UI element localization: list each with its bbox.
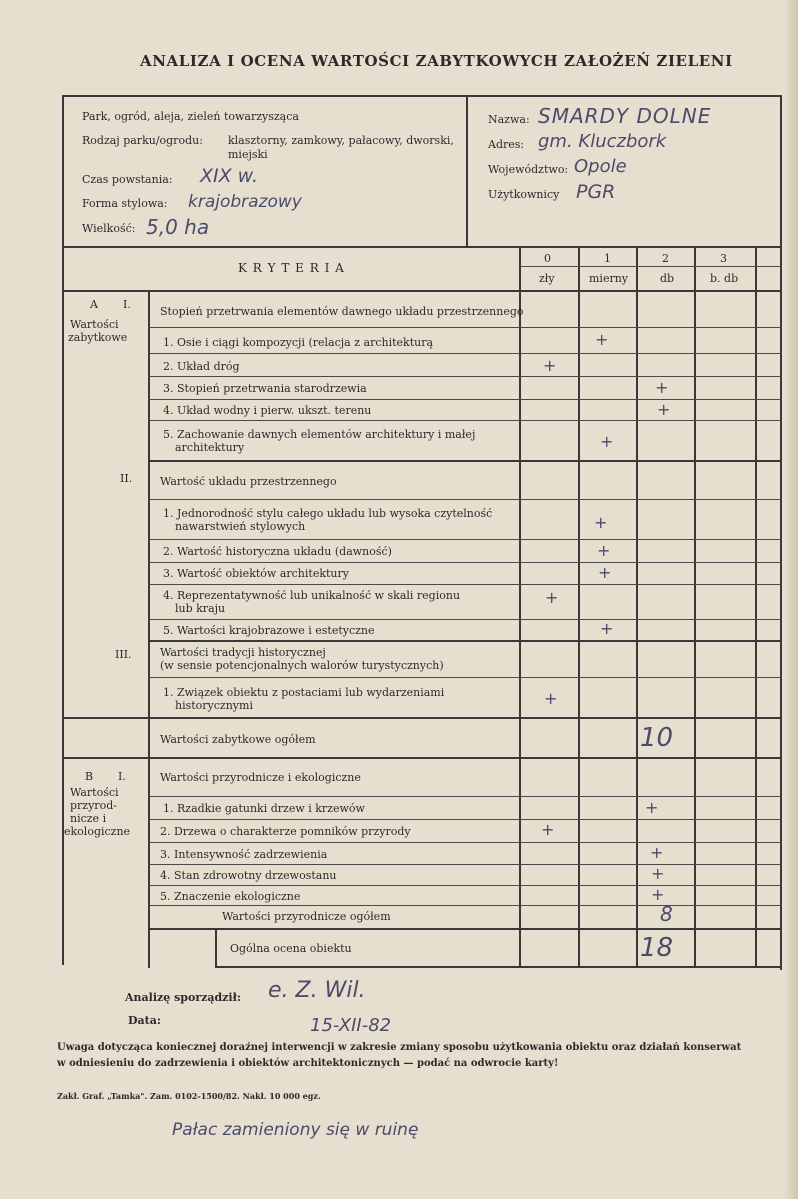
print-info: Zakł. Graf. „Tamka". Zam. 0102-1500/82. Nakł. 10 000 egz.: [57, 1091, 321, 1101]
forma-label: Forma stylowa:: [82, 197, 168, 210]
row-line: [148, 376, 782, 377]
g3-title-bottom: [148, 677, 782, 678]
section-a-roman-3: III.: [115, 648, 132, 661]
mark-b-2: +: [541, 820, 555, 839]
col-line-0: [519, 247, 521, 967]
section-a-side-1: Wartości: [70, 318, 119, 331]
mark-a1-4: +: [657, 400, 671, 419]
mark-a2-5: +: [600, 619, 614, 638]
scale-num-1: 1: [604, 252, 611, 265]
section-b-roman: I.: [118, 770, 126, 783]
czas-label: Czas powstania:: [82, 173, 173, 186]
uwaga-line-2: w odniesieniu do zadrzewienia i obiektów architektonicznych — podać na odwrocie karty!: [57, 1058, 559, 1069]
g1-item-4: 4. Układ wodny i pierw. ukszt. terenu: [163, 404, 372, 417]
forma-value: krajobrazowy: [188, 192, 302, 212]
g2-item-4b: lub kraju: [175, 602, 226, 615]
row-line: [148, 905, 782, 906]
rodzaj-options: klasztorny, zamkowy, pałacowy, dworski,: [228, 134, 454, 147]
czas-value: XIX w.: [200, 165, 259, 187]
mark-b-3: +: [650, 843, 664, 862]
g2-title-bottom: [148, 499, 782, 500]
row-line: [148, 420, 782, 421]
frame-top: [62, 95, 782, 97]
b-item-2: 2. Drzewa o charakterze pomników przyrody: [160, 825, 411, 838]
mark-a1-5: +: [600, 432, 614, 451]
a-total-bottom: [62, 757, 782, 759]
group3-title-1: Wartości tradycji historycznej: [160, 646, 326, 659]
col-line-1: [578, 247, 580, 967]
row-line: [148, 619, 782, 620]
b-title-bottom: [148, 796, 782, 797]
scale-label-1: mierny: [589, 272, 629, 285]
section-b-letter: B: [85, 770, 94, 783]
b-item-3: 3. Intensywność zadrzewienia: [160, 848, 328, 861]
a-total-value: 10: [640, 723, 674, 753]
data-value: 15-XII-82: [310, 1015, 392, 1036]
b-item-4: 4. Stan zdrowotny drzewostanu: [160, 869, 337, 882]
nazwa-label: Nazwa:: [488, 113, 530, 126]
overall-bottom: [215, 966, 782, 968]
a-total-label: Wartości zabytkowe ogółem: [160, 733, 316, 746]
uzyt-value: PGR: [576, 181, 616, 203]
overall-label: Ogólna ocena obiektu: [230, 942, 352, 955]
criteria-header-bottom: [62, 290, 782, 292]
paper-edge: [784, 0, 798, 1199]
row-line: [148, 539, 782, 540]
g1-title-bottom: [148, 327, 782, 328]
overall-value: 18: [640, 933, 674, 963]
g1-bottom: [148, 460, 782, 462]
row-line: [148, 842, 782, 843]
b-total-bottom: [148, 928, 782, 930]
category-column-line: [148, 290, 150, 968]
g3-item-1: 1. Związek obiektu z postaciami lub wydarzeniami: [163, 686, 445, 699]
section-a-letter: A: [90, 298, 98, 311]
g2-bottom: [148, 640, 782, 642]
group2-title: Wartość układu przestrzennego: [160, 475, 337, 488]
section-b-side-4: ekologiczne: [64, 825, 131, 838]
scale-num-0: 0: [544, 252, 551, 265]
uzyt-label: Użytkownicy: [488, 188, 560, 201]
g3-item-1b: historycznymi: [175, 699, 253, 712]
group3-title-2: (w sensie potencjonalnych walorów turystycznych): [160, 659, 444, 672]
group1-title: Stopień przetrwania elementów dawnego układu przestrzennego: [160, 305, 524, 318]
scale-num-2: 2: [662, 252, 669, 265]
frame-right: [780, 95, 782, 970]
page-title: ANALIZA I OCENA WARTOŚCI ZABYTKOWYCH ZAŁOŻEŃ ZIELENI: [140, 52, 733, 70]
col-line-2: [636, 247, 638, 967]
g3-bottom: [62, 717, 782, 719]
woj-label: Województwo:: [488, 163, 569, 176]
mark-a2-2: +: [597, 541, 611, 560]
col-line-4: [755, 247, 757, 967]
mark-a1-3: +: [655, 378, 669, 397]
header-bottom: [62, 246, 782, 248]
g2-item-1b: nawarstwień stylowych: [175, 520, 306, 533]
scale-num-3: 3: [720, 252, 727, 265]
mark-b-5: +: [651, 885, 665, 904]
section-b-side-1: Wartości: [70, 786, 119, 799]
adres-label: Adres:: [488, 138, 525, 151]
g1-item-3: 3. Stopień przetrwania starodrzewia: [163, 382, 367, 395]
col-line-3: [694, 247, 696, 967]
uwaga-line-1: Uwaga dotycząca koniecznej doraźnej interwencji w zakresie zmiany sposobu użytkowania obiektu oraz działań konserwat: [57, 1042, 742, 1053]
wielkosc-label: Wielkość:: [82, 222, 136, 235]
mark-b-4: +: [651, 864, 665, 883]
b-group-title: Wartości przyrodnicze i ekologiczne: [160, 771, 361, 784]
g2-item-4: 4. Reprezentatywność lub unikalność w skali regionu: [163, 589, 461, 602]
mark-a2-1: +: [594, 513, 608, 532]
section-b-side-3: nicze i: [70, 812, 107, 825]
overall-left-line: [215, 928, 217, 968]
g1-item-1: 1. Osie i ciągi kompozycji (relacja z architekturą: [163, 336, 434, 349]
scale-label-0: zły: [539, 272, 555, 285]
scale-label-3: b. db: [710, 272, 739, 285]
row-line: [148, 885, 782, 886]
g1-item-5: 5. Zachowanie dawnych elementów architektury i małej: [163, 428, 476, 441]
section-a-side-2: zabytkowe: [68, 331, 128, 344]
b-item-1: 1. Rzadkie gatunki drzew i krzewów: [163, 802, 365, 815]
section-a-roman-2: II.: [120, 472, 133, 485]
row-line: [148, 562, 782, 563]
adres-value: gm. Kluczbork: [538, 131, 667, 152]
rodzaj-options-2: miejski: [228, 148, 268, 161]
mark-b-1: +: [645, 798, 659, 817]
g1-item-2: 2. Układ dróg: [163, 360, 240, 373]
rodzaj-label: Rodzaj parku/ogrodu:: [82, 134, 203, 147]
bottom-note: Pałac zamieniony się w ruinę: [172, 1120, 419, 1140]
section-b-side-2: przyrod-: [70, 799, 117, 812]
g2-item-1: 1. Jednorodność stylu całego układu lub wysoka czytelność: [163, 507, 493, 520]
criteria-heading: K R Y T E R I A: [238, 261, 345, 275]
scale-divider: [519, 266, 782, 267]
g1-item-5b: architektury: [175, 441, 245, 454]
mark-a3-1: +: [544, 689, 558, 708]
g2-item-3: 3. Wartość obiektów architektury: [163, 567, 349, 580]
b-total-value: 8: [660, 902, 673, 926]
data-label: Data:: [128, 1014, 161, 1027]
g2-item-5: 5. Wartości krajobrazowe i estetyczne: [163, 624, 375, 637]
woj-value: Opole: [574, 156, 627, 177]
row-line: [148, 584, 782, 585]
scale-label-2: db: [660, 272, 675, 285]
mark-a2-4: +: [545, 588, 559, 607]
wielkosc-value: 5,0 ha: [146, 215, 210, 239]
row-line: [148, 819, 782, 820]
mark-a1-2: +: [543, 356, 557, 375]
mark-a2-3: +: [598, 563, 612, 582]
header-divider: [466, 95, 468, 247]
park-type-label: Park, ogród, aleja, zieleń towarzysząca: [82, 110, 299, 123]
mark-a1-1: +: [595, 330, 609, 349]
nazwa-value: SMARDY DOLNE: [538, 104, 712, 128]
analiza-label: Analizę sporządził:: [125, 991, 241, 1004]
analiza-signature: e. Z. Wil.: [268, 978, 366, 1003]
g2-item-2: 2. Wartość historyczna układu (dawność): [163, 545, 392, 558]
b-total-label: Wartości przyrodnicze ogółem: [222, 910, 391, 923]
row-line: [148, 353, 782, 354]
row-line: [148, 864, 782, 865]
section-a-roman-1: I.: [123, 298, 131, 311]
b-item-5: 5. Znaczenie ekologiczne: [160, 890, 301, 903]
row-line: [148, 399, 782, 400]
